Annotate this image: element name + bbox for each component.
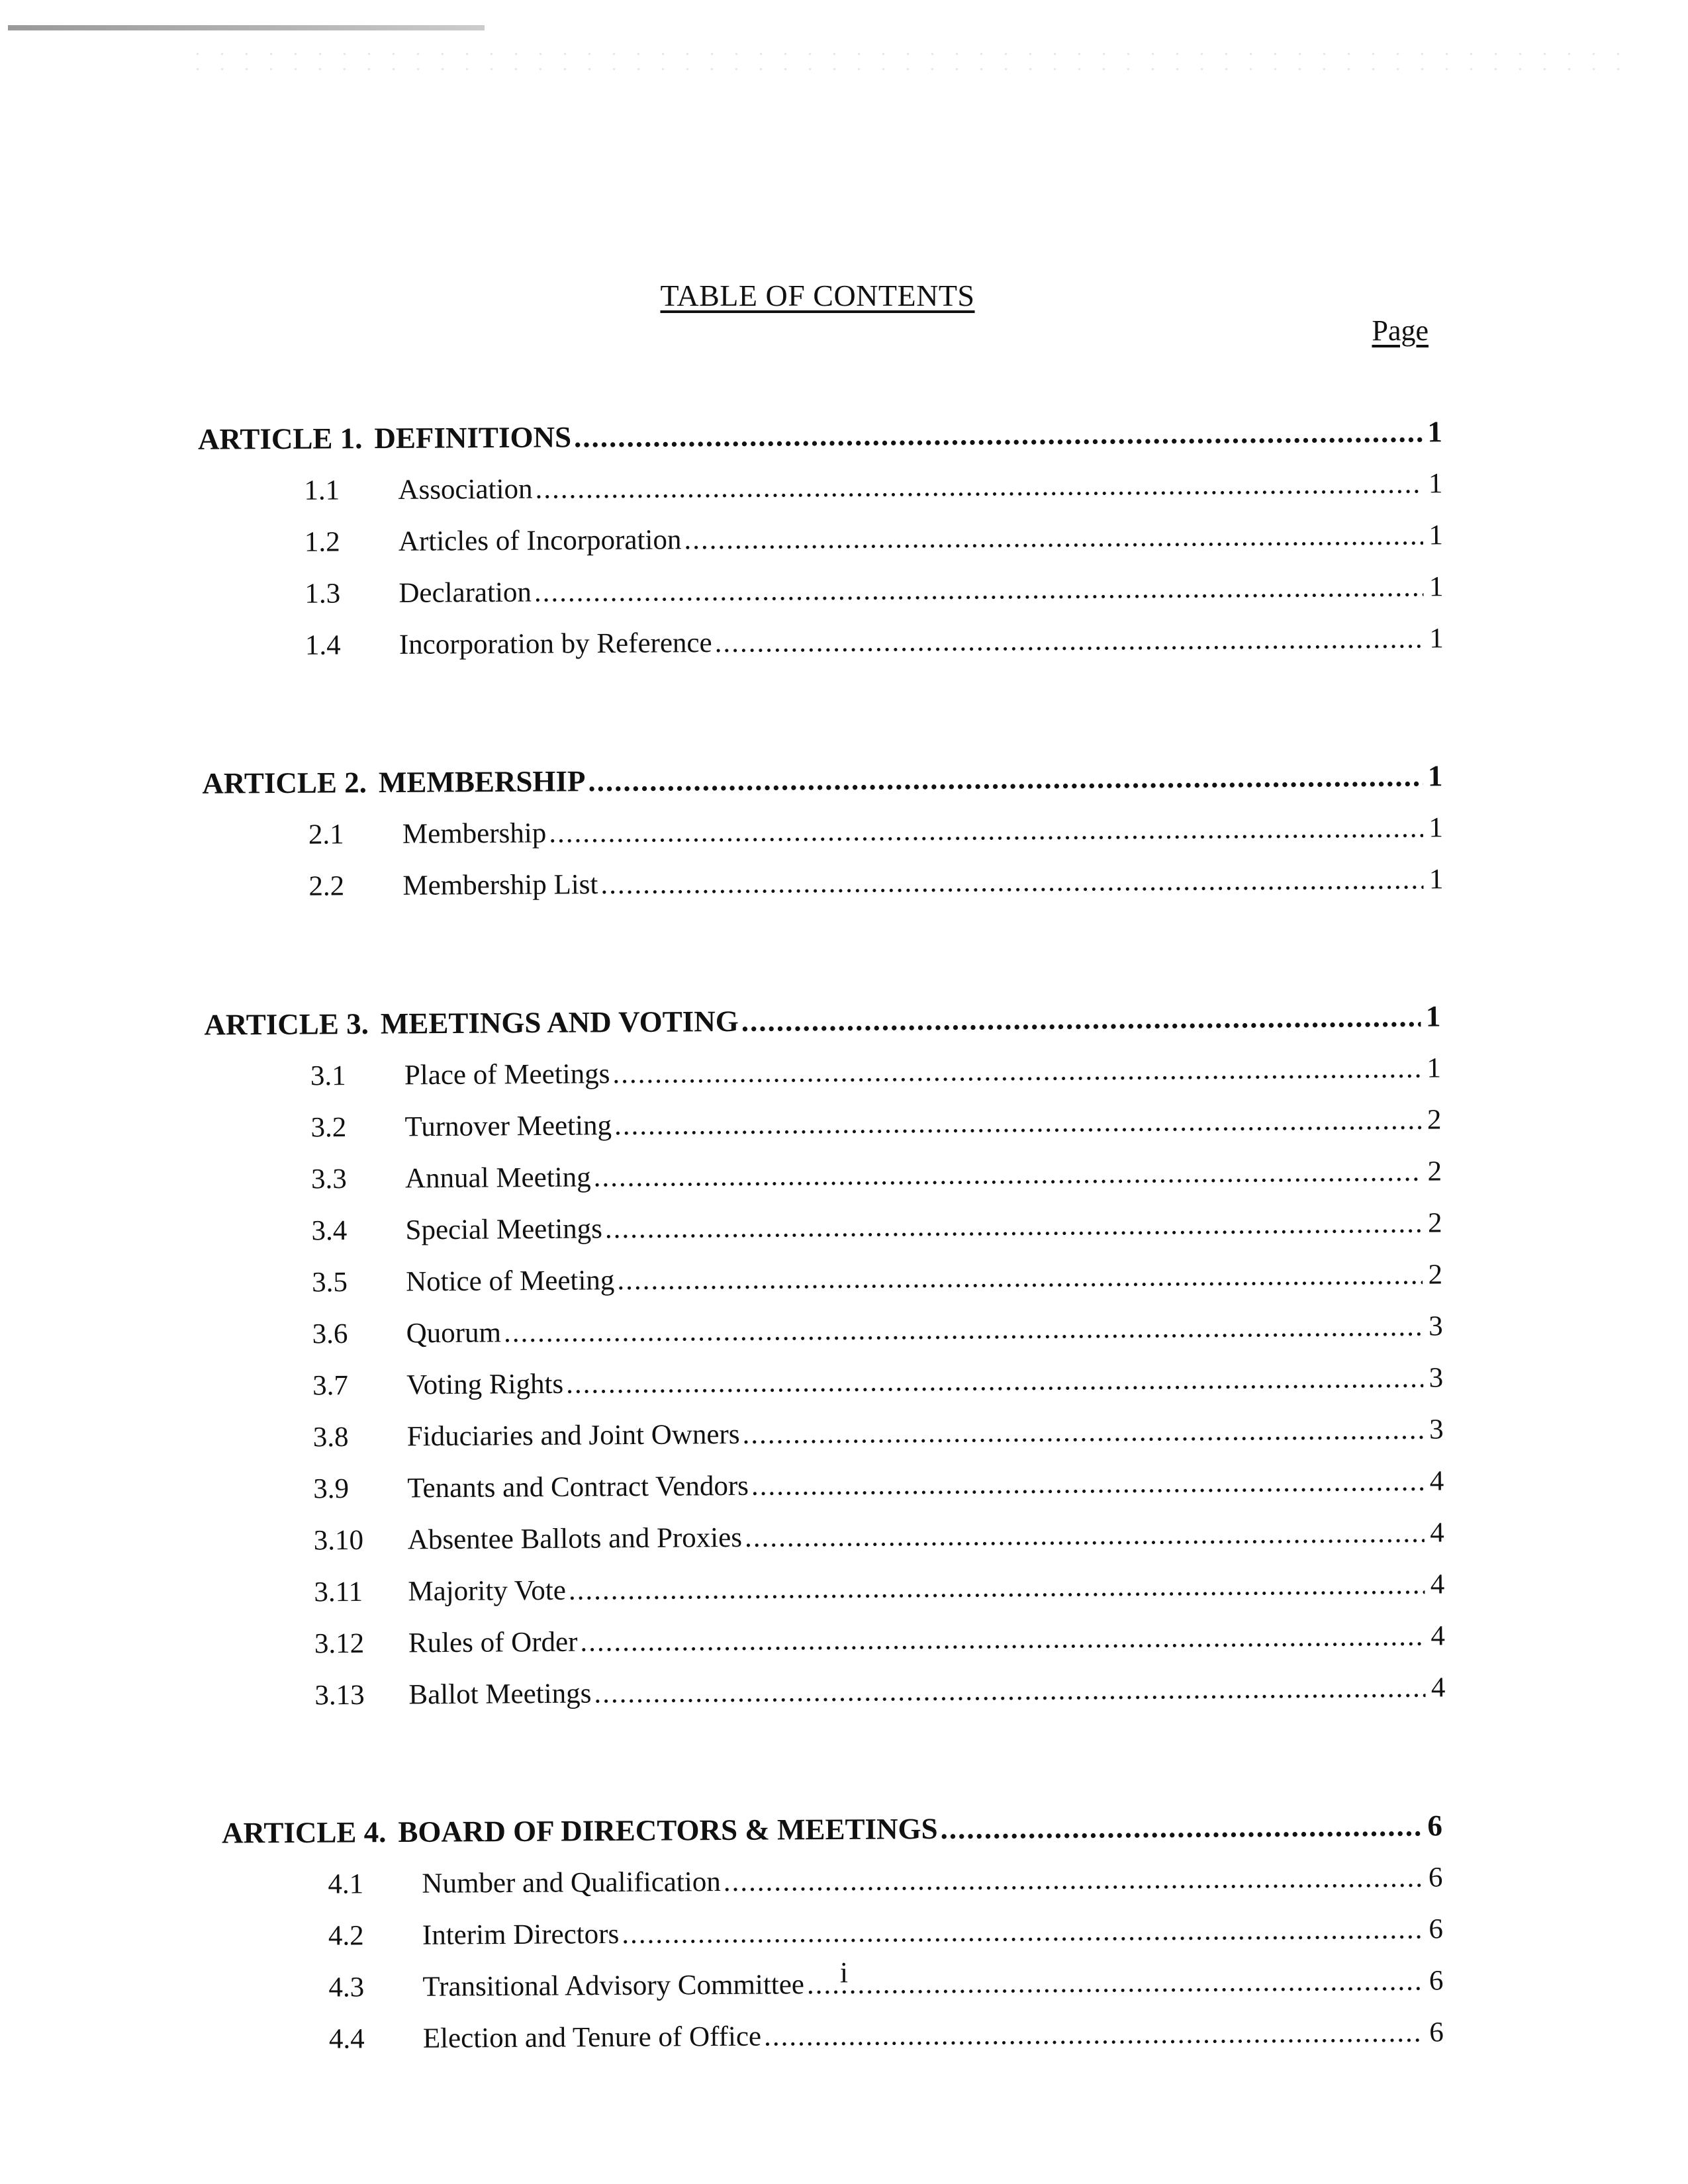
section-number: 3.1 (310, 1060, 346, 1092)
toc-section-entry[interactable] (199, 570, 1443, 629)
toc-section-entry[interactable] (206, 1310, 1442, 1370)
section-number: 1.1 (304, 475, 340, 506)
page-number: 1 (1428, 468, 1443, 500)
section-number: 3.9 (313, 1473, 350, 1505)
page-number: 3 (1429, 1414, 1444, 1445)
section-title: Articles of Incorporation (398, 524, 682, 557)
page-number: 1 (1429, 623, 1444, 655)
dot-leader (764, 2017, 1424, 2053)
section-number: 4.3 (328, 1972, 365, 2003)
toc-section-entry[interactable] (207, 1361, 1443, 1422)
section-number: 3.12 (314, 1627, 365, 1660)
section-title: Majority Vote (408, 1574, 567, 1608)
dot-leader (742, 1414, 1424, 1451)
section-title: Incorporation by Reference (399, 627, 712, 660)
dot-leader (715, 622, 1424, 659)
dot-leader (580, 1620, 1425, 1659)
page-column-header: Page (1372, 314, 1429, 347)
page-number: 2 (1427, 1207, 1442, 1239)
dot-leader (617, 1259, 1423, 1297)
scan-edge-mark (8, 25, 485, 30)
page-number: 4 (1430, 1569, 1445, 1600)
toc-section-entry[interactable] (198, 467, 1442, 526)
dot-leader (574, 414, 1423, 454)
section-title: Voting Rights (406, 1368, 564, 1401)
section-number: 1.4 (305, 629, 341, 661)
dot-leader (605, 1207, 1423, 1246)
toc-section-entry[interactable] (205, 1103, 1441, 1163)
section-title: Ballot Meetings (408, 1678, 592, 1711)
article-number: ARTICLE 1. (197, 422, 363, 456)
article-title: BOARD OF DIRECTORS & MEETINGS (398, 1812, 938, 1849)
article-title: MEMBERSHIP (378, 764, 586, 799)
dot-leader (549, 811, 1423, 849)
toc-section-entry[interactable] (203, 863, 1443, 922)
toc-section-entry[interactable] (209, 1671, 1445, 1731)
page-number: 1 (1427, 415, 1443, 449)
page-number: 4 (1430, 1620, 1446, 1652)
section-number: 3.8 (312, 1422, 349, 1453)
section-number: 3.5 (311, 1267, 348, 1298)
page-number: 4 (1430, 1517, 1444, 1549)
toc-section-entry[interactable] (209, 1619, 1445, 1680)
toc-section-entry[interactable] (199, 622, 1444, 681)
dot-leader (588, 758, 1423, 798)
section-number: 4.1 (328, 1868, 364, 1900)
page-number: 4 (1430, 1672, 1446, 1704)
page-number: 1 (1429, 520, 1444, 551)
scan-noise (185, 46, 1642, 70)
section-number: 3.2 (310, 1112, 347, 1144)
section-title: Interim Directors (422, 1918, 620, 1951)
dot-leader (612, 1052, 1421, 1091)
toc-section-entry[interactable] (208, 1568, 1444, 1628)
section-title: Transitional Advisory Committee (422, 1969, 805, 2003)
section-title: Association (398, 473, 533, 506)
dot-leader (566, 1362, 1423, 1400)
dot-leader (724, 1862, 1423, 1898)
page-number: 1 (1425, 999, 1441, 1033)
section-title: Notice of Meeting (405, 1265, 615, 1298)
section-title: Quorum (406, 1317, 502, 1349)
section-title: Annual Meeting (404, 1161, 591, 1195)
section-title: Tenants and Contract Vendors (407, 1470, 749, 1504)
dot-leader (600, 863, 1423, 901)
toc-section-entry[interactable] (222, 1861, 1442, 1920)
section-number: 4.4 (328, 2023, 365, 2055)
section-title: Fiduciaries and Joint Owners (406, 1418, 740, 1453)
section-title: Turnover Meeting (404, 1110, 612, 1143)
section-number: 2.2 (308, 870, 345, 902)
section-number: 1.2 (304, 526, 340, 558)
toc-article-entry[interactable] (222, 1808, 1442, 1868)
toc-section-entry[interactable] (206, 1258, 1442, 1318)
section-title: Membership List (402, 869, 598, 901)
page-number: 1 (1429, 812, 1444, 844)
toc-section-entry[interactable] (223, 2016, 1444, 2075)
page-number: 2 (1428, 1259, 1443, 1291)
section-number: 3.13 (314, 1679, 365, 1711)
page-number: 1 (1429, 571, 1444, 603)
page-number: 6 (1427, 1809, 1443, 1843)
page-number: 4 (1429, 1465, 1444, 1497)
article-group (222, 1808, 1444, 2075)
table-of-contents (197, 415, 1446, 2156)
section-number: 3.4 (311, 1215, 348, 1247)
section-number: 3.11 (314, 1576, 363, 1608)
page-number: 1 (1427, 759, 1443, 793)
toc-section-entry[interactable] (203, 811, 1443, 870)
footer-page-number: i (839, 1956, 849, 1989)
dot-leader (504, 1310, 1423, 1349)
article-group (198, 414, 1444, 681)
dot-leader (622, 1913, 1423, 1950)
page-number: 3 (1428, 1310, 1443, 1342)
dot-leader (741, 999, 1421, 1038)
page-number: 2 (1427, 1156, 1442, 1187)
dot-leader (593, 1156, 1422, 1194)
page-title: TABLE OF CONTENTS (660, 279, 975, 312)
section-number: 3.3 (310, 1163, 347, 1195)
dot-leader (940, 1809, 1423, 1846)
dot-leader (684, 519, 1423, 556)
section-number: 2.1 (308, 819, 344, 850)
dot-leader (594, 1672, 1425, 1710)
page-number: 1 (1427, 1052, 1442, 1084)
page-number: 6 (1429, 2017, 1444, 2048)
article-group (202, 758, 1443, 922)
dot-leader (534, 570, 1424, 608)
article-group (204, 999, 1446, 1731)
toc-section-entry[interactable] (208, 1516, 1444, 1576)
article-title: MEETINGS AND VOTING (380, 1004, 739, 1040)
page-number: 1 (1429, 864, 1444, 895)
section-title: Special Meetings (405, 1213, 603, 1246)
section-title: Number and Qualification (422, 1866, 721, 1899)
toc-section-entry[interactable] (205, 1206, 1442, 1267)
dot-leader (745, 1517, 1425, 1554)
toc-section-entry[interactable] (205, 1052, 1441, 1112)
article-number: ARTICLE 4. (221, 1815, 387, 1850)
dot-leader (751, 1465, 1425, 1502)
page-number: 3 (1429, 1362, 1444, 1394)
toc-article-entry[interactable] (198, 414, 1442, 475)
section-title: Rules of Order (408, 1626, 578, 1659)
toc-section-entry[interactable] (207, 1413, 1444, 1473)
section-title: Membership (402, 817, 547, 850)
section-number: 3.10 (313, 1524, 364, 1557)
section-number: 1.3 (305, 578, 341, 610)
article-title: DEFINITIONS (374, 420, 572, 455)
toc-section-entry[interactable] (207, 1465, 1444, 1525)
article-number: ARTICLE 3. (204, 1007, 369, 1042)
toc-section-entry[interactable] (205, 1155, 1442, 1215)
section-title: Election and Tenure of Office (422, 2021, 762, 2054)
page-number: 6 (1429, 1965, 1444, 1997)
page-number: 2 (1427, 1104, 1442, 1136)
page-number: 6 (1429, 1913, 1444, 1945)
toc-section-entry[interactable] (199, 519, 1443, 578)
section-title: Declaration (399, 576, 532, 609)
dot-leader (614, 1104, 1422, 1142)
dot-leader (535, 467, 1423, 505)
article-number: ARTICLE 2. (202, 766, 367, 800)
section-title: Place of Meetings (404, 1058, 610, 1091)
section-number: 4.2 (328, 1920, 364, 1952)
page-number: 6 (1428, 1862, 1443, 1893)
toc-article-entry[interactable] (204, 999, 1441, 1060)
section-title: Absentee Ballots and Proxies (407, 1522, 743, 1556)
dot-leader (569, 1569, 1425, 1607)
section-number: 3.6 (312, 1318, 348, 1350)
toc-article-entry[interactable] (202, 758, 1442, 819)
section-number: 3.7 (312, 1370, 349, 1402)
